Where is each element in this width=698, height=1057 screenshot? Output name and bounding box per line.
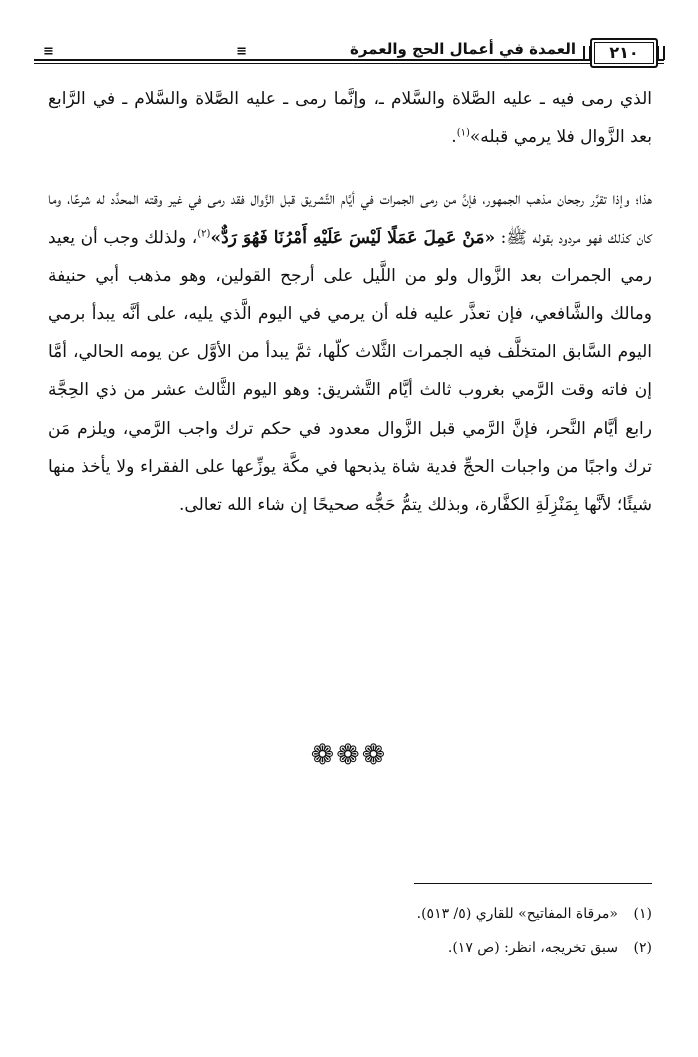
header-mark-left: ≡ bbox=[40, 44, 57, 59]
paragraph-1-end: . bbox=[451, 127, 457, 148]
page-number: ٢١٠ bbox=[609, 43, 639, 62]
footnote-2-text: سبق تخريجه، انظر: (ص ١٧). bbox=[447, 940, 618, 956]
hadith-quote: «مَنْ عَمِلَ عَمَلًا لَيْسَ عَلَيْهِ أَمْرُنَا فَهُوَ رَدٌّ» bbox=[210, 227, 496, 248]
paragraph-2-text-a: هذا؛ وإذا تقرَّر رجحان مذهب الجمهور، فإنَّ من رمى الجمرات في أيَّام التَّشريق قبل الزَّوال فقد رمى في غير وقته المحدَّد له شرعًا، وما كان كذلك فهو مردود بقوله ﷺ: bbox=[48, 189, 652, 248]
footnote-1-text: «مرقاة المفاتيح» للقاري (٥/ ٥١٣). bbox=[416, 906, 618, 922]
paragraph-2-text-b: ، ولذلك وجب أن يعيد رمي الجمرات بعد الزَّوال ولو من اللَّيل على أرجح القولين، وهو مذهب أبي حنيفة ومالك والشَّافعي، فإن تعذَّر عليه فله أن يرمي في اليوم الَّذي يليه، على أنَّه يبدأ برمي اليوم السَّابق المتخلَّف فيه الجمرات الثَّلاث كلّها، ثمَّ يبدأ من الأوَّل عن يومه الحالي، أمَّا إن فاته وقت الرَّمي بغروب ثالث أيَّام التَّشريق: وهو اليوم الثَّالث عشر من ذي الحِجَّة رابع أيَّام النَّحر، فإنَّ الرَّمي قبل الزَّوال معدود في حكم ترك واجب الرَّمي، ويلزم مَن ترك واجبًا من واجبات الحجِّ فدية شاة يذبحها في مكَّة يوزِّعها على الفقراء ولا يأخذ منها شيئًا؛ لأنَّها بِمَنْزِلَةِ الكفَّارة، وبذلك يتمُّ حَجُّه صحيحًا إن شاء الله تعالى. bbox=[48, 227, 652, 516]
footnote-1-number: (١) bbox=[633, 906, 652, 922]
footnote-2 bbox=[52, 931, 652, 965]
paragraph-2 bbox=[48, 180, 652, 524]
page-number-box bbox=[590, 38, 658, 68]
running-title: العمدة في أعمال الحج والعمرة bbox=[346, 40, 582, 58]
paragraph-1-text: الذي رمى فيه ـ عليه الصَّلاة والسَّلام ـ، وإنَّما رمى ـ عليه الصَّلاة والسَّلام ـ في الرَّابع بعد الزَّوال فلا يرمي قبله» bbox=[48, 89, 652, 148]
header-mark-right: ≡ bbox=[233, 44, 250, 59]
page-header bbox=[34, 38, 664, 68]
main-text bbox=[48, 80, 652, 524]
ornament-divider: ❁❁❁ bbox=[310, 738, 388, 771]
paragraph-1 bbox=[48, 80, 652, 156]
footnote-1 bbox=[52, 897, 652, 931]
footnote-ref-2: (٢) bbox=[197, 227, 211, 239]
footnotes bbox=[52, 897, 652, 965]
header-rule bbox=[34, 59, 664, 64]
footnote-ref-1: (١) bbox=[456, 127, 470, 139]
footnote-2-number: (٢) bbox=[633, 940, 652, 956]
footnote-separator bbox=[414, 883, 652, 884]
